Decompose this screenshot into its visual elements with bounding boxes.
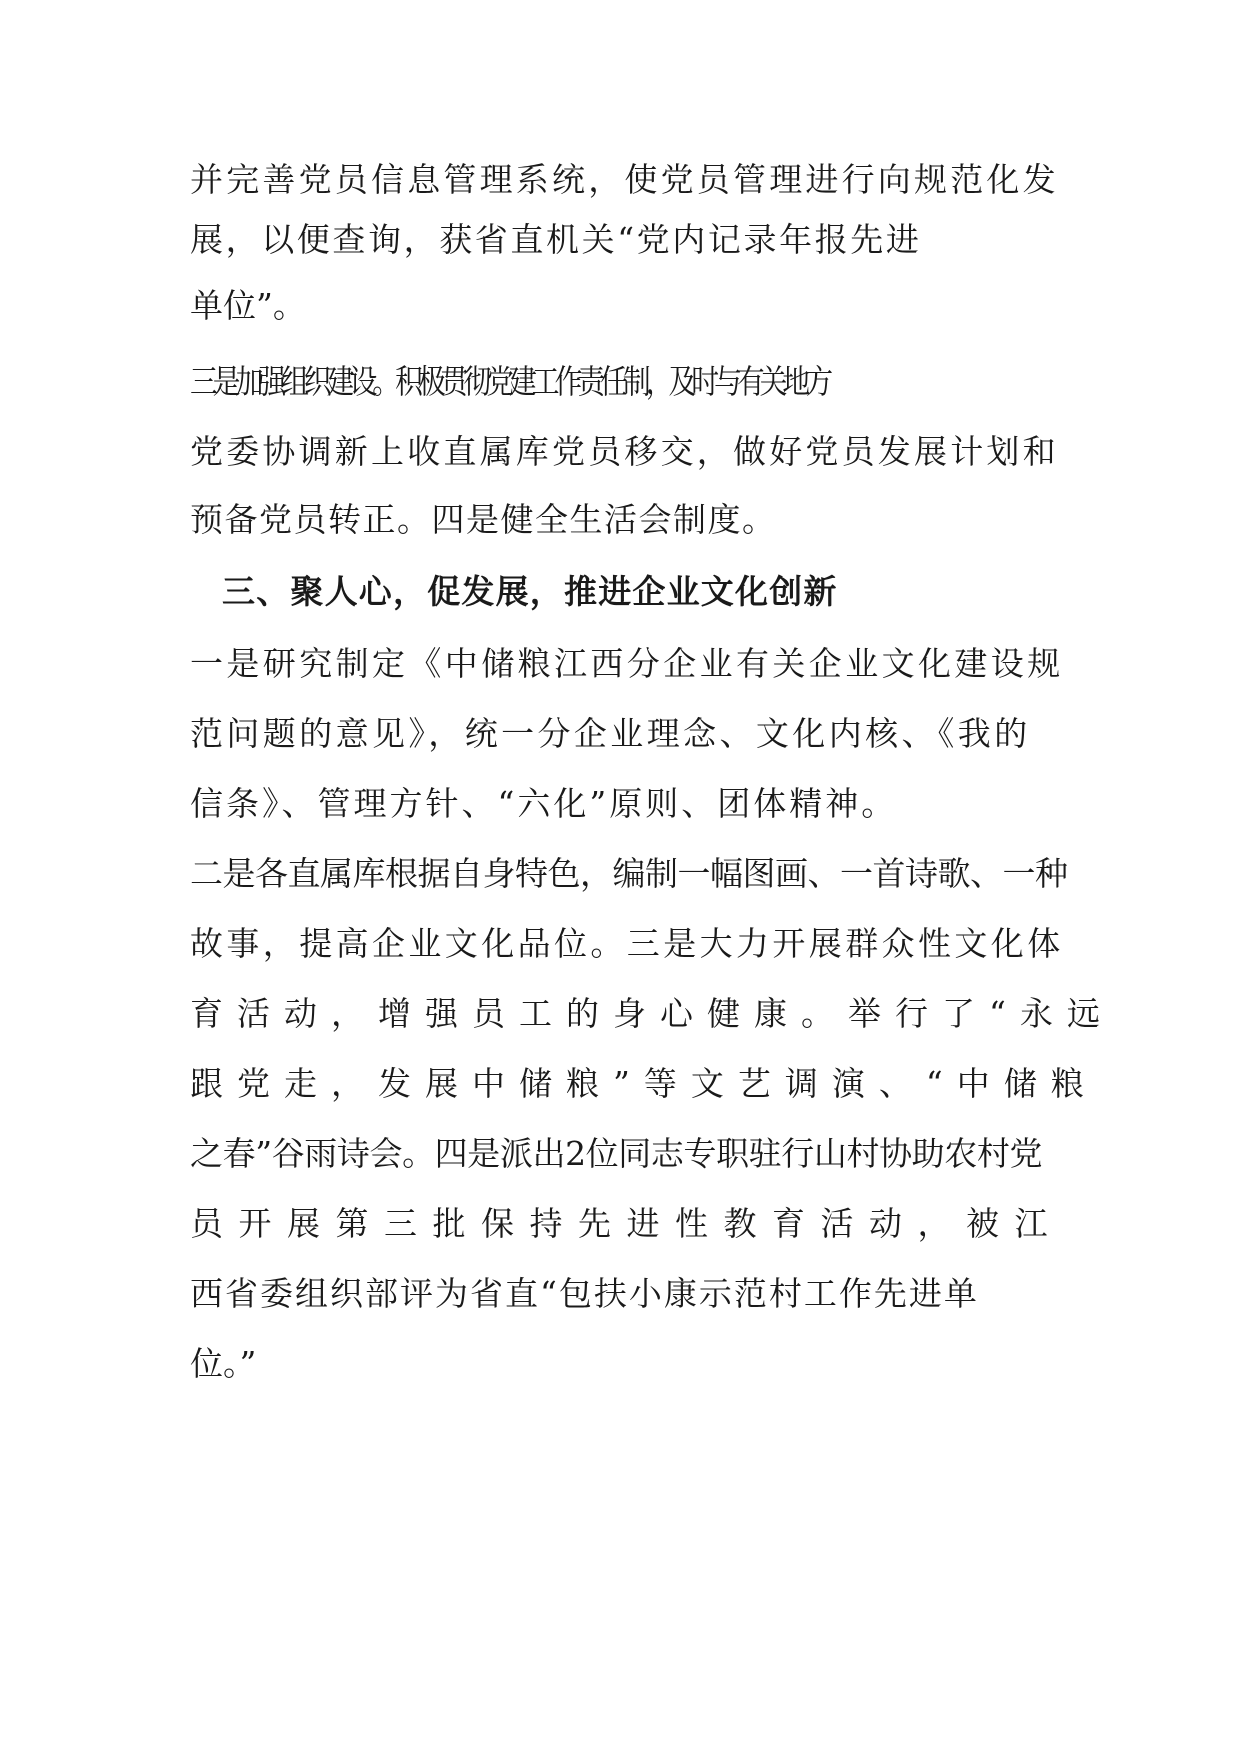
paragraph-line-18: 位。” [190, 1344, 257, 1383]
paragraph-line-16: 员开展第三批保持先进性教育活动，被江 [190, 1204, 1063, 1243]
paragraph-line-11: 二是各直属库根据自身特色，编制一幅图画、一首诗歌、一种 [190, 854, 1068, 893]
paragraph-line-10: 信条》、管理方针、“六化”原则、团体精神。 [190, 784, 898, 823]
paragraph-line-4-compressed [190, 360, 946, 404]
paragraph-line-6: 预备党员转正。四是健全生活会制度。 [190, 500, 777, 539]
paragraph-line-13: 育活动，增强员工的身心健康。举行了“永远 [190, 994, 1114, 1033]
paragraph-line-2: 展，以便查询，获省直机关“党内记录年报先进 [190, 220, 922, 259]
paragraph-line-8: 一是研究制定《中储粮江西分企业有关企业文化建设规 [190, 644, 1064, 683]
paragraph-line-5: 党委协调新上收直属库党员移交，做好党员发展计划和 [190, 432, 1059, 471]
paragraph-line-9: 范问题的意见》，统一分企业理念、文化内核、《我的 [190, 714, 1031, 753]
paragraph-line-14: 跟党走，发展中储粮”等文艺调演、“中储粮 [190, 1064, 1098, 1103]
paragraph-line-17: 西省委组织部评为省直“包扶小康示范村工作先进单 [190, 1274, 979, 1313]
compressed-text: 三是加强组织建设。积极贯彻党建工作责任制，及时与有关地方 [190, 362, 828, 401]
paragraph-line-15: 之春”谷雨诗会。四是派出2位同志专职驻行山村协助农村党 [190, 1134, 1043, 1173]
paragraph-line-3: 单位”。 [190, 286, 306, 325]
section-heading: 三、聚人心，促发展，推进企业文化创新 [222, 572, 838, 611]
paragraph-line-1: 并完善党员信息管理系统，使党员管理进行向规范化发 [190, 160, 1059, 199]
paragraph-line-12: 故事，提高企业文化品位。三是大力开展群众性文化体 [190, 924, 1064, 963]
